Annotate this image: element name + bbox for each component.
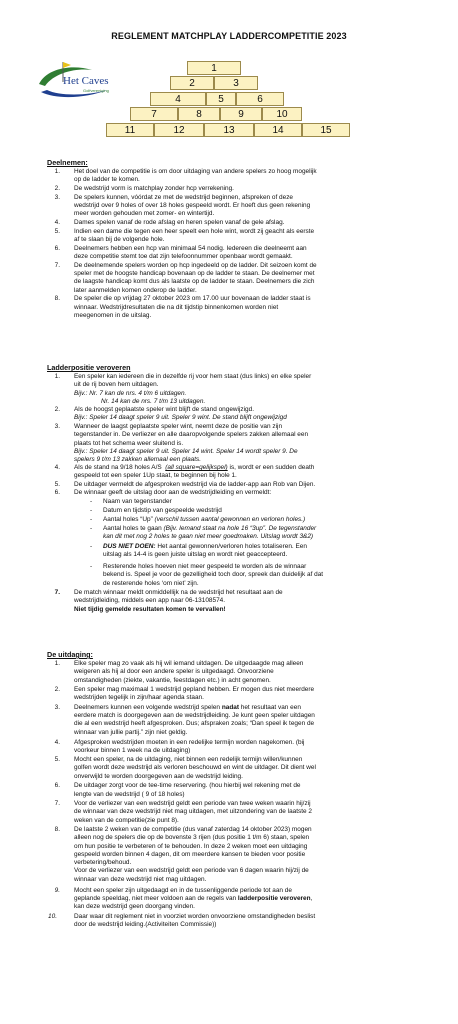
rule-number: 10. <box>48 913 57 920</box>
section-heading-deelnemen: Deelnemen: <box>47 158 88 167</box>
rule-line: Deelnemers kunnen een volgende wedstrijd spelen nadat het resultaat van een <box>74 703 301 711</box>
rule-line: gespeeld tot een speler 1Up staat, te beginnen bij hole 1. <box>74 472 237 480</box>
section-heading-ladderpositie: Ladderpositie veroveren <box>47 363 131 372</box>
rule-number: 2. <box>54 686 60 694</box>
rule-subitem: Datum en tijdstip van gespeelde wedstrijd <box>103 507 222 514</box>
rule-line: De uitdager vermeldt de afgesproken wedstrijd via de ladder-app aan Rob van Dijen. <box>74 481 316 488</box>
rule-number: 4. <box>54 219 60 226</box>
rule-line: wedstrijden tegelijk in zijn/haar agenda staan. <box>74 694 204 702</box>
rule-line: De uitdager zorgt voor de tee-time reservering. (hou hierbij wel rekening met de <box>74 782 301 790</box>
rule-line: lengte van de wedstrijd ( 9 of 18 holes) <box>74 790 185 798</box>
ladder-box: 11 <box>106 123 154 137</box>
rule-line: weigeren als hij al door een andere speler is uitgedaagd. Onvoorziene <box>74 668 274 676</box>
rule-line: de resterende holes ‘om niet’ zijn. <box>103 579 199 587</box>
rule-line: Voor de verliezer van een wedstrijd geldt een periode van twee weken waarin hij/zij <box>74 800 311 807</box>
rule-line: onverwijld te worden doorgegeven aan de wedstrijd leiding. <box>74 772 243 780</box>
ladder-box: 14 <box>254 123 302 137</box>
rule-line: Indien een dame die tegen een heer speelt een hole wint, wordt zij geacht als eerste <box>74 227 315 235</box>
ladder-box: 5 <box>206 92 236 106</box>
rule-line: wedstrijdleiding, middels een app naar 06-13108574. <box>74 597 226 605</box>
ladder-box: 13 <box>204 123 254 137</box>
rule-line: Het doel van de competitie is om door uitdaging van andere spelers zo hoog mogelijk <box>74 168 317 175</box>
rule-line: Elke speler mag zo vaak als hij wil iemand uitdagen. De uitgedaagde mag alleen <box>74 660 304 667</box>
rule-line: Een speler mag maximaal 1 wedstrijd gepland hebben. Er mogen dus niet meerdere <box>74 686 315 694</box>
rule-text: Als de stand na 9/18 holes A/S <box>74 464 162 471</box>
rule-line: gespeeld worden binnen 4 dagen, dit om meerdere kansen te bieden voor positie <box>74 850 306 858</box>
ladder-box: 1 <box>187 61 241 75</box>
rule-line: tegenstander in. De verliezer en alle daaropvolgende spelers zakken allemaal een <box>74 431 309 439</box>
rule-line: Mocht een speler zijn uitgedaagd en in de tussenliggende periode tot aan de <box>74 886 292 894</box>
rule-line: winnaar. Wedstrijdresultaten die na dit tijdstip binnenkomen worden niet <box>74 303 279 311</box>
rule-line: speler met de hoogste handicap bovenaan op de ladder te staan. De deelnemer met <box>74 270 315 277</box>
ladder-pyramid <box>0 0 458 140</box>
rule-line: uit de rij boven hem uitdagen. <box>74 381 159 389</box>
rule-number: 5. <box>54 756 60 764</box>
rule-line: alleen nog de spelers die op de bovenste 3 rijen (dus positie 1 t/m 6) staan, spelen <box>74 834 310 842</box>
ladder-box: 9 <box>220 107 262 121</box>
rule-line: Daar waar dit reglement niet in voorziet worden onvoorziene omstandigheden beslist <box>74 913 316 920</box>
rule-number: 1. <box>54 168 60 175</box>
rule-line: Mocht een speler, na de uitdaging, niet binnen een redelijk termijn willen/kunnen <box>74 756 303 764</box>
rule-line: De winnaar geeft de uitslag door aan de wedstrijdleiding en vermeldt: <box>74 489 272 496</box>
rule-example: Nr. 14 kan de nrs. 7 t/m 13 uitdagen. <box>101 397 206 405</box>
rule-warning: DUS NIET DOEN: <box>103 543 156 550</box>
ladder-box: 15 <box>302 123 350 137</box>
rule-line: De laatste 2 weken van de competitie (dus vanaf zaterdag 14 oktober 2023) mogen <box>74 826 312 834</box>
rule-line: Dames spelen vanaf de rode afslag en heren spelen vanaf de gele afslag. <box>74 219 285 226</box>
ladder-box: 7 <box>130 107 178 121</box>
rule-line: Afgesproken wedstrijden moeten in een redelijke termijn worden nagekomen. (bij <box>74 738 305 746</box>
ladder-box: 4 <box>150 92 206 106</box>
rule-line: deze competitie stemt toe dat zijn telefoonnummer openbaar wordt gemaakt. <box>74 253 293 260</box>
rule-line: geplande speeldag, niet meer voldoen aan de regels van ladderpositie veroveren, <box>74 895 313 903</box>
rule-line: die al een wedstrijd heeft afgesproken. Dus; afspraken zoals; “Dan speel ik tegen de <box>74 720 315 728</box>
rule-line: Een speler kan iedereen die in dezelfde rij voor hem staat (dus links) en elke speler <box>74 373 312 380</box>
rule-subitem: Het aantal gewonnen/verloren holes totaliseren. Een <box>157 543 307 550</box>
rule-line: Deelnemers hebben een hcp van minimaal 54 nodig. Iedereen die deelneemt aan <box>74 244 307 252</box>
rule-number: 8. <box>54 295 60 303</box>
rule-line: Als de hoogst geplaatste speler wint blijft de stand ongewijzigd. <box>74 406 255 413</box>
ladder-box: 8 <box>178 107 220 121</box>
rule-note: (Bijv. Iemand staat na hole 16 “3up”. De tegenstander <box>163 525 317 532</box>
rule-line: winnaar van deze wedstrijd niet mag uitdagen. <box>74 875 207 883</box>
rule-line: voorkeur binnen 1 week na de uitdaging) <box>74 746 191 754</box>
ladder-box: 2 <box>170 76 214 90</box>
ladder-box: 3 <box>214 76 258 90</box>
rule-line: meer worden gehouden met zomer- en wintertijd. <box>74 210 215 218</box>
rule-example: spelers 9 t/m 13 zakken allemaal een plaats. <box>74 456 202 463</box>
section-heading-uitdaging: De uitdaging: <box>47 650 93 659</box>
ladder-box: 6 <box>236 92 284 106</box>
rule-line: De speler die op vrijdag 27 oktober 2023 om 17.00 uur bovenaan de ladder staat is <box>74 295 311 303</box>
rule-line: de laagste handicap komt dus als laatste op de ladder te staan. Deelnemers die zich <box>74 278 315 286</box>
rule-line: door de wedstrijd leiding.(Activiteiten Commissie)) <box>74 921 217 929</box>
rule-line: eerdere match is doorgegeven aan de wedstrijdleiding. Je kunt geen speler uitdagen <box>74 712 315 720</box>
rule-line: bekend is. Speel je voor de gezelligheid toch door, spreek dan duidelijk af dat <box>103 571 324 579</box>
rule-line: wedstrijd over 9 holes of over 18 holes gespeeld wordt. Er hoeft dus geen rekening <box>74 202 311 209</box>
rule-line: af te slaan bij de volgende hole. <box>74 236 165 243</box>
rule-line: De match winnaar meldt onmiddellijk na de wedstrijd het resultaat aan de <box>74 589 283 596</box>
rule-line: later aanmelden komen onderop de ladder. <box>74 286 197 294</box>
rule-text: is, wordt er een sudden death <box>229 464 315 471</box>
rule-line: Voor de verliezer van een wedstrijd geldt een periode van 6 dagen waarin hij/zij de <box>74 867 309 875</box>
rule-number: 3. <box>54 703 60 711</box>
rule-line: De spelers kunnen, vóórdat ze met de wedstrijd beginnen, afspreken of deze <box>74 193 294 201</box>
ladder-box: 10 <box>262 107 302 121</box>
rule-number: 4. <box>54 738 60 746</box>
logo-name: Het Caves <box>63 75 109 87</box>
rule-subitem: Naam van tegenstander <box>103 498 172 505</box>
rule-line: plaats tot het schema weer sluitend is. <box>74 439 184 447</box>
rule-number: 2. <box>54 185 60 192</box>
rule-line: meegenomen in de uitslag. <box>74 311 152 319</box>
rule-number: 6. <box>54 244 60 252</box>
rule-number: 9. <box>54 886 60 894</box>
rule-line: omstandigheden (ziekte, vakantie, feestdagen etc.) in acht genomen. <box>74 676 271 684</box>
page-title: REGLEMENT MATCHPLAY LADDERCOMPETITIE 2023 <box>111 31 347 41</box>
rule-line: golfen wordt deze wedstrijd als verloren beschouwd en wint de uitdager. Dit dient wel <box>74 764 316 772</box>
rule-line: op de ladder te komen. <box>74 176 140 184</box>
rule-note: (all square=gelijkspel) <box>165 464 228 471</box>
rule-line: verbetering/behoud. <box>74 859 132 867</box>
rule-number: 7. <box>54 261 60 269</box>
rule-subitem: Aantal holes te gaan <box>103 525 162 532</box>
rule-number: 5. <box>54 227 60 235</box>
rule-number: 3. <box>54 193 60 201</box>
ladder-box: 12 <box>154 123 204 137</box>
rule-line: de winnaar van deze wedstrijd niet mag uitdagen, met uitzondering van de laatste 2 <box>74 808 312 816</box>
rule-example: Bijv.: Speler 14 daagt speler 9 uit. Speler 14 wint. Speler 14 wordt speler 9. De <box>74 447 298 455</box>
rule-example: Bijv.: Nr. 7 kan de nrs. 4 t/m 6 uitdagen. <box>74 389 187 397</box>
rule-number: 1. <box>54 660 60 667</box>
rule-warning: Niet tijdig gemelde resultaten komen te vervallen! <box>74 605 226 613</box>
rule-line: De deelnemende spelers worden op hcp ingedeeld op de ladder. Dit seizoen komt de <box>74 261 317 269</box>
rule-line: Resterende holes hoeven niet meer gespeeld te worden als de winnaar <box>103 563 307 570</box>
rule-line: Wanneer de laagst geplaatste speler wint, neemt deze de positie van zijn <box>74 423 283 430</box>
rule-line: weken van de competitie(zie punt 8). <box>74 816 179 824</box>
rule-note: kan dit met nog 2 holes te gaan niet meer goedmaken. Uitslag wordt 3&2) <box>103 533 314 541</box>
rule-number: 7. <box>54 800 60 807</box>
rule-number: 6. <box>54 782 60 790</box>
rule-line: De wedstrijd vorm is matchplay zonder hcp verrekening. <box>74 185 234 192</box>
rule-subitem: Aantal holes “Up” <box>103 516 153 523</box>
rule-line: kan deze wedstrijd geen doorgang vinden. <box>74 903 195 911</box>
rule-example: Bijv.: Speler 14 daagt speler 9 uit. Speler 9 wint. De stand blijft ongewijzigd <box>74 414 287 422</box>
rule-line: winnaar van jullie partij.” zijn niet geldig. <box>74 728 188 736</box>
rule-note: (verschil tussen aantal gewonnen en verloren holes.) <box>154 516 306 523</box>
logo-subtitle: Golfvereniging <box>83 88 109 93</box>
rule-line: uitslag als 14-4 is geen juiste uitslag en wordt niet geaccepteerd. <box>103 551 288 559</box>
rule-number: 8. <box>54 826 60 834</box>
rule-line: om hun positie te verbeteren of te behouden. In deze 2 weken moet een uitdaging <box>74 842 308 850</box>
